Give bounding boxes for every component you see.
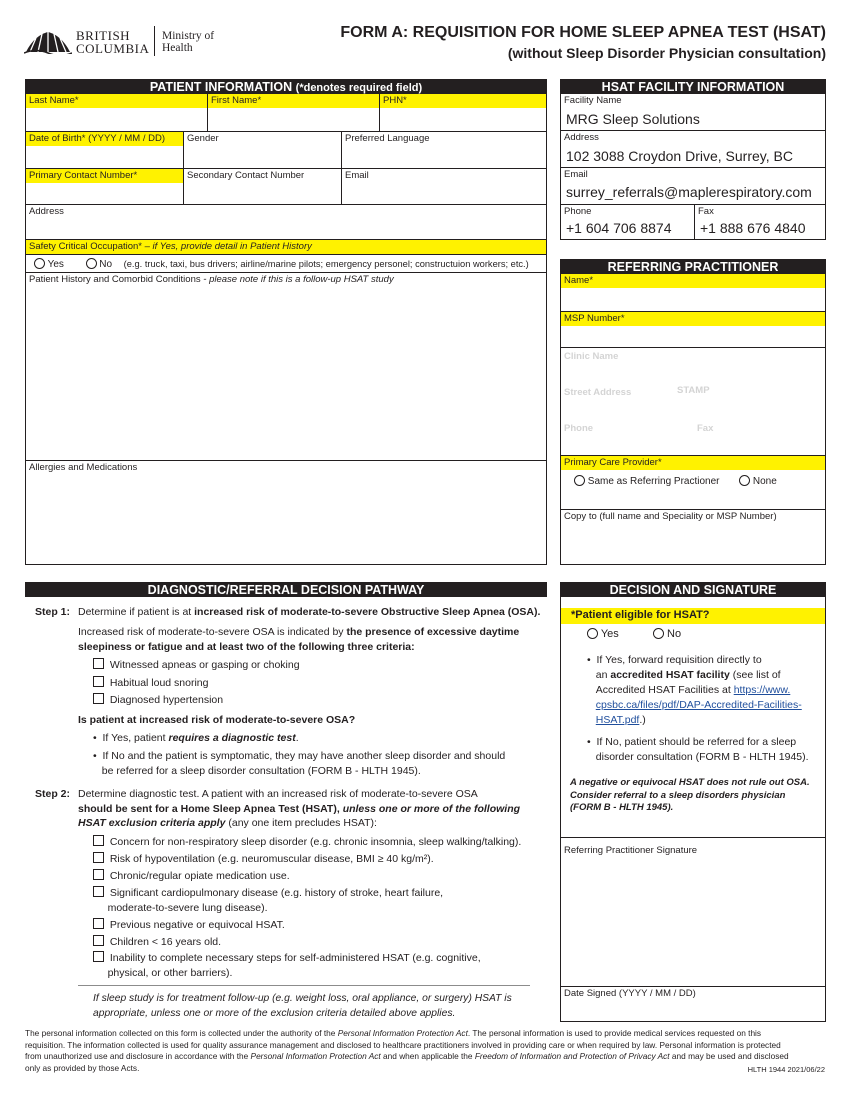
copy-to-field[interactable]: Copy to (full name and Speciality or MSP Number)	[564, 511, 777, 522]
logo-line1: BRITISH	[76, 28, 131, 43]
clinic-fax-label: Fax	[697, 423, 714, 434]
exclusion-item[interactable]: Chronic/regular opiate medication use.	[93, 868, 521, 885]
eligible-no-label: No	[667, 628, 682, 640]
preferred-language-field[interactable]: Preferred Language	[345, 133, 430, 144]
hsat-facility-section	[560, 79, 826, 240]
exclusion-item[interactable]: Previous negative or equivocal HSAT.	[93, 917, 521, 934]
logo-line2: COLUMBIA	[76, 41, 150, 56]
step1-text: Determine if patient is at increased risk of moderate-to-severe Obstructive Sleep Apnea (OSA).	[78, 606, 541, 618]
decision-signature-section	[560, 582, 826, 1022]
practitioner-name-field[interactable]: Name*	[564, 275, 594, 286]
clinic-name-label: Clinic Name	[564, 351, 619, 362]
bc-logo	[24, 26, 154, 56]
accredited-facilities-link[interactable]: https://www.	[733, 684, 791, 696]
primary-contact-field[interactable]: Primary Contact Number*	[26, 169, 184, 204]
allergies-medications-field[interactable]: Allergies and Medications	[29, 462, 138, 473]
pcp-none-label: None	[752, 476, 777, 487]
checkbox-icon	[93, 951, 104, 962]
safety-no-radio[interactable]	[86, 258, 97, 269]
facility-name-field[interactable]: Facility Name MRG Sleep Solutions	[564, 95, 700, 127]
referral-instructions: • If No, patient should be referred for a sleep disorder consultation (FORM B - HLTH 1945).	[587, 736, 809, 763]
safety-yes-label: Yes	[47, 259, 64, 270]
eligible-no-radio[interactable]	[653, 628, 664, 639]
checkbox-icon	[93, 935, 104, 946]
ministry-line1: Ministry of	[162, 30, 215, 42]
safety-occupation-label: Safety Critical Occupation* – if Yes, provide detail in Patient History	[26, 240, 546, 254]
risk-criteria-intro: Increased risk of moderate-to-severe OSA is indicated by the presence of excessive daytime sleepiness or fatigue and at least two of the following three criteria:	[78, 626, 520, 653]
signature-field[interactable]: Referring Practitioner Signature	[564, 845, 698, 856]
accredited-facilities-link-end[interactable]: HSAT.pdf	[595, 714, 640, 726]
pcp-same-radio[interactable]	[574, 475, 585, 486]
bc-sun-icon	[24, 26, 72, 54]
referring-practitioner-heading: REFERRING PRACTITIONER	[561, 260, 825, 274]
secondary-contact-field[interactable]: Secondary Contact Number	[184, 169, 342, 204]
facility-phone-value: +1 604 706 8874	[566, 220, 672, 236]
referring-practitioner-section	[560, 259, 826, 565]
risk-question: Is patient at increased risk of moderate-to-severe OSA?	[78, 714, 356, 726]
patient-email-field[interactable]: Email	[345, 170, 369, 181]
exclusion-item[interactable]: Concern for non-respiratory sleep disorder (e.g. chronic insomnia, sleep walking/talking).	[93, 834, 521, 851]
stamp-area[interactable]	[561, 348, 825, 455]
patient-information-heading: PATIENT INFORMATION (*denotes required field)	[26, 80, 546, 94]
dob-field[interactable]: Date of Birth* (YYYY / MM / DD)	[26, 132, 184, 168]
checkbox-icon	[93, 886, 104, 897]
pcp-same-label: Same as Referring Practioner	[587, 476, 720, 487]
facility-email-value: surrey_referrals@maplerespiratory.com	[566, 184, 812, 200]
criteria-item[interactable]: Witnessed apneas or gasping or choking	[93, 657, 300, 675]
checkbox-icon	[93, 693, 104, 704]
facility-email-field[interactable]: Email surrey_referrals@maplerespiratory.com	[564, 169, 812, 200]
eligible-yes-radio[interactable]	[587, 628, 598, 639]
form-subtitle: (without Sleep Disorder Physician consultation)	[507, 45, 826, 61]
followup-note: If sleep study is for treatment follow-up (e.g. weight loss, oral appliance, or surgery) HSAT is appropriate, unless one or more of the exclusion criteria detailed above applies.	[93, 993, 512, 1019]
exclusion-item[interactable]: Inability to complete necessary steps for self-administered HSAT (e.g. cognitive, physical, or other barriers).	[93, 951, 521, 981]
step1-label: Step 1:	[35, 606, 71, 618]
pcp-none-radio[interactable]	[739, 475, 750, 486]
risk-criteria-list	[93, 657, 300, 710]
criteria-item[interactable]: Habitual loud snoring	[93, 675, 300, 693]
msp-number-field[interactable]: MSP Number*	[564, 313, 625, 324]
form-title: FORM A: REQUISITION FOR HOME SLEEP APNEA TEST (HSAT)	[340, 24, 826, 41]
first-name-field[interactable]: First Name*	[208, 94, 380, 131]
checkbox-icon	[93, 852, 104, 863]
patient-information-section	[25, 79, 547, 565]
exclusion-item[interactable]: Risk of hypoventilation (e.g. neuromuscular disease, BMI ≥ 40 kg/m²).	[93, 851, 521, 868]
exclusion-item[interactable]: Children < 16 years old.	[93, 934, 521, 951]
clinic-phone-label: Phone	[564, 423, 594, 434]
criteria-item[interactable]: Diagnosed hypertension	[93, 692, 300, 710]
diagnostic-pathway-heading: DIAGNOSTIC/REFERRAL DECISION PATHWAY	[25, 583, 547, 597]
facility-fax-field[interactable]: Fax +1 888 676 4840	[698, 206, 806, 236]
form-id: HLTH 1944 2021/06/22	[747, 1065, 825, 1074]
checkbox-icon	[93, 918, 104, 929]
last-name-field[interactable]: Last Name*	[26, 94, 208, 131]
accredited-facilities-link-cont[interactable]: cpsbc.ca/files/pdf/DAP-Accredited-Facilities-	[595, 699, 802, 711]
ministry-line2: Health	[162, 42, 193, 54]
forward-instructions: • If Yes, forward requisition directly to an accredited HSAT facility (see list of Accredited HSAT Facilities at https://www. cpsbc.ca/files/pdf/DAP-Accredited-Facilities- HSAT.pdf.)	[587, 654, 802, 726]
privacy-notice: The personal information collected on this form is collected under the authority of the Personal Information Protection Act. The personal information is used to provide medical services requested on this requisition. The information collected is used for quality assurance management and disclosed to healthcare practitioners involved in providing care or when required by law. Personal information is protected from unauthorized use and disclosure in accordance with the Personal Information Protection Act and when applicable the Freedom of Information and Protection of Privacy Act and may be used and disclosed only as provided by those Acts.	[25, 1028, 789, 1073]
facility-address-value: 102 3088 Croydon Drive, Surrey, BC	[566, 148, 793, 164]
safety-occupation-options	[34, 258, 529, 270]
primary-care-provider-field[interactable]: Primary Care Provider* Same as Referring Practioner None	[564, 457, 777, 487]
safety-yes-radio[interactable]	[34, 258, 45, 269]
checkbox-icon	[93, 676, 104, 687]
exclusion-criteria-list	[93, 834, 521, 981]
checkbox-icon	[93, 835, 104, 846]
stamp-label: STAMP	[677, 385, 710, 396]
patient-address-field[interactable]: Address	[29, 206, 64, 217]
step2-label: Step 2:	[35, 788, 71, 800]
negative-hsat-note: A negative or equivocal HSAT does not rule out OSA. Consider referral to a sleep disorders physician (FORM B - HLTH 1945).	[570, 777, 810, 813]
patient-history-field[interactable]: Patient History and Comorbid Conditions - please note if this is a follow-up HSAT study	[29, 274, 394, 285]
phn-field[interactable]: PHN*	[383, 95, 407, 106]
decision-signature-heading: DECISION AND SIGNATURE	[561, 583, 825, 597]
hsat-facility-heading: HSAT FACILITY INFORMATION	[561, 80, 825, 94]
date-signed-field[interactable]: Date Signed (YYYY / MM / DD)	[564, 988, 696, 999]
if-no-text: • If No and the patient is symptomatic, they may have another sleep disorder and should be referred for a sleep disorder consultation (FORM B - HLTH 1945).	[93, 750, 506, 777]
eligibility-options	[587, 628, 681, 640]
eligibility-question: *Patient eligible for HSAT?	[571, 609, 710, 621]
facility-fax-value: +1 888 676 4840	[700, 220, 806, 236]
eligible-yes-label: Yes	[600, 628, 619, 640]
if-yes-text: • If Yes, patient requires a diagnostic test.	[93, 732, 299, 744]
checkbox-icon	[93, 658, 104, 669]
facility-phone-field[interactable]: Phone +1 604 706 8874	[561, 205, 695, 239]
step2-text: Determine diagnostic test. A patient with an increased risk of moderate-to-severe OSA should be sent for a Home Sleep Apnea Test (HSAT), unless one or more of the following HSAT exclusion criteria apply (any one item precludes HSAT):	[78, 788, 521, 829]
exclusion-item[interactable]: Significant cardiopulmonary disease (e.g. history of stroke, heart failure, moderate-to-severe lung disease).	[93, 886, 521, 916]
gender-field[interactable]: Gender	[184, 132, 342, 168]
checkbox-icon	[93, 869, 104, 880]
street-address-label: Street Address	[564, 387, 632, 398]
safety-no-label: No	[99, 259, 113, 270]
facility-name-value: MRG Sleep Solutions	[566, 111, 700, 127]
ministry-name	[162, 30, 214, 54]
facility-address-field[interactable]: Address 102 3088 Croydon Drive, Surrey, BC	[564, 132, 793, 164]
safety-examples: (e.g. truck, taxi, bus drivers; airline/marine pilots; emergency personel; constructuion workers; etc.)	[123, 259, 529, 269]
